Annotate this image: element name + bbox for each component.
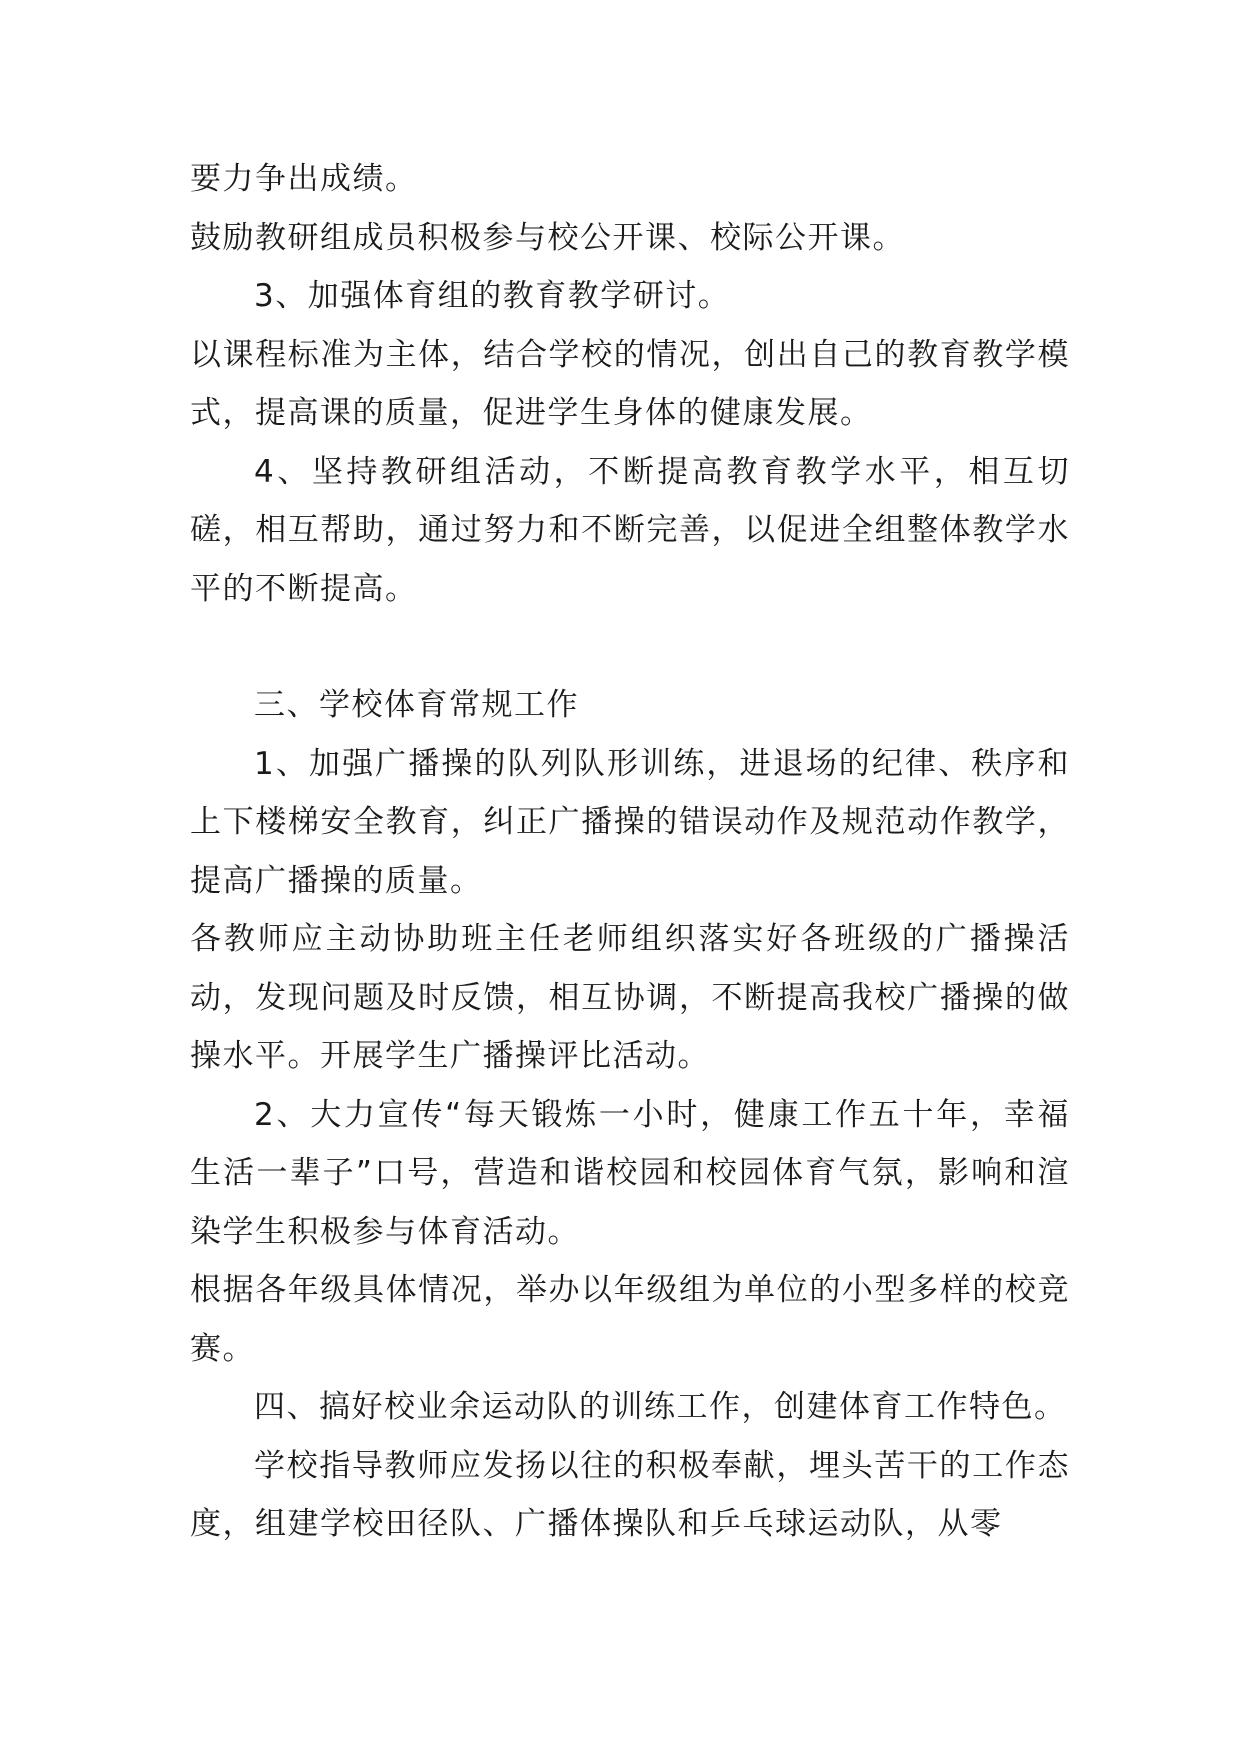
paragraph-12: 学校指导教师应发扬以往的积极奉献，埋头苦干的工作态度，组建学校田径队、广播体操队和乒乓球运动队，从零 <box>190 1447 1070 1542</box>
document-body <box>190 150 1070 1554</box>
paragraph-1: 要力争出成绩。 <box>190 161 418 197</box>
paragraph-3: 3、加强体育组的教育教学研讨。 <box>254 278 731 314</box>
section-heading-3: 三、学校体育常规工作 <box>254 687 579 723</box>
paragraph-4: 以课程标准为主体，结合学校的情况，创出自己的教育教学模式，提高课的质量，促进学生身体的健康发展。 <box>190 336 1070 431</box>
section-heading-4: 四、搞好校业余运动队的训练工作，创建体育工作特色。 <box>254 1389 1067 1425</box>
paragraph-5: 4、坚持教研组活动，不断提高教育教学水平，相互切磋，相互帮助，通过努力和不断完善，以促进全组整体教学水平的不断提高。 <box>190 453 1070 607</box>
paragraph-9: 2、大力宣传“每天锻炼一小时，健康工作五十年，幸福生活一辈子”口号，营造和谐校园和校园体育气氛，影响和渲染学生积极参与体育活动。 <box>190 1096 1070 1250</box>
paragraph-2: 鼓励教研组成员积极参与校公开课、校际公开课。 <box>190 219 905 256</box>
paragraph-8: 各教师应主动协助班主任老师组织落实好各班级的广播操活动，发现问题及时反馈，相互协调，不断提高我校广播操的做操水平。开展学生广播操评比活动。 <box>190 921 1070 1074</box>
paragraph-7: 1、加强广播操的队列队形训练，进退场的纪律、秩序和上下楼梯安全教育，纠正广播操的错误动作及规范动作教学，提高广播操的质量。 <box>190 745 1070 899</box>
paragraph-10: 根据各年级具体情况，举办以年级组为单位的小型多样的校竞赛。 <box>190 1272 1070 1367</box>
